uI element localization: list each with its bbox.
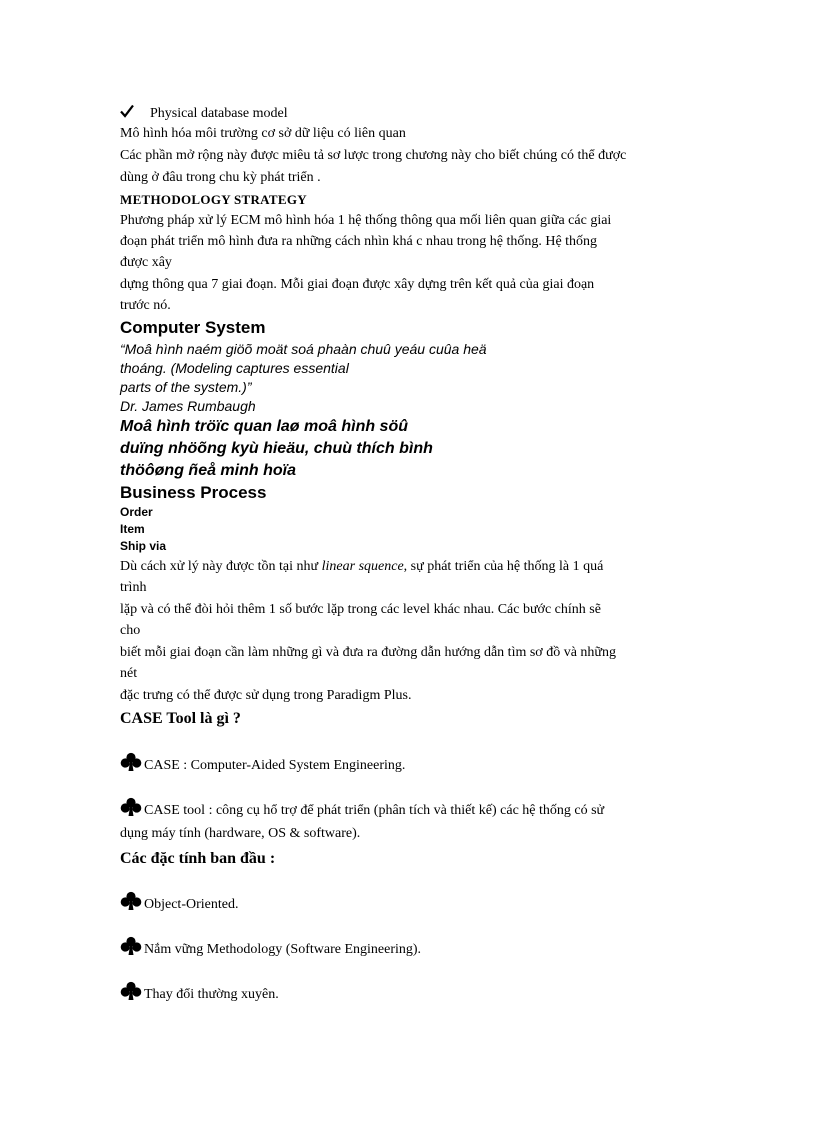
list-item: Item bbox=[120, 522, 145, 536]
quote-line: parts of the system.)” bbox=[120, 379, 252, 395]
paragraph-line: Phương pháp xử lý ECM mô hình hóa 1 hệ thống thông qua mối liên quan giữa các giai bbox=[120, 213, 612, 228]
paragraph-line: Mô hình hóa môi trường cơ sở dữ liệu có liên quan bbox=[120, 126, 406, 141]
bullet-item bbox=[120, 891, 238, 913]
paragraph-line: đặc trưng có thể được sử dụng trong Paradigm Plus. bbox=[120, 688, 412, 703]
section-heading: METHODOLOGY STRATEGY bbox=[120, 192, 307, 207]
checklist-item-text: Physical database model bbox=[150, 106, 288, 121]
paragraph-line: nét bbox=[120, 666, 138, 681]
bullet-item bbox=[120, 936, 421, 958]
text-run: , sự phát triển của hệ thống là 1 quá bbox=[403, 559, 604, 574]
emphasis-line: thöôøng ñeå minh hoïa bbox=[120, 462, 296, 479]
paragraph-line bbox=[120, 559, 603, 575]
paragraph-line: cho bbox=[120, 623, 141, 638]
quote-author: Dr. James Rumbaugh bbox=[120, 398, 256, 414]
checkmark-icon bbox=[120, 104, 134, 118]
bullet-item-text: CASE tool : công cụ hổ trợ để phát triển (phân tích và thiết kế) các hệ thống có sử bbox=[144, 803, 605, 818]
bullet-item bbox=[120, 797, 604, 819]
club-icon bbox=[120, 981, 142, 1001]
paragraph-line: biết mỗi giai đoạn cần làm những gì và đưa ra đường dẫn hướng dẫn tìm sơ đồ và những bbox=[120, 645, 617, 660]
paragraph-line: lặp và có thể đòi hỏi thêm 1 số bước lặp trong các level khác nhau. Các bước chính sẽ bbox=[120, 602, 601, 617]
bullet-item-text: Thay đổi thường xuyên. bbox=[144, 987, 279, 1002]
club-icon bbox=[120, 797, 142, 817]
club-icon bbox=[120, 752, 142, 772]
paragraph-line: dùng ở đâu trong chu kỳ phát triển . bbox=[120, 170, 321, 185]
bullet-item-text: Nắm vững Methodology (Software Engineering). bbox=[144, 942, 422, 957]
paragraph-line: trước nó. bbox=[120, 298, 171, 313]
checklist-item bbox=[120, 104, 288, 122]
paragraph-line: trình bbox=[120, 580, 147, 595]
list-item: Order bbox=[120, 505, 153, 519]
paragraph-line: dụng máy tính (hardware, OS & software). bbox=[120, 826, 361, 841]
paragraph-line: đoạn phát triển mô hình đưa ra những cách nhìn khá c nhau trong hệ thống. Hệ thống bbox=[120, 234, 598, 249]
club-icon bbox=[120, 891, 142, 911]
section-heading: Computer System bbox=[120, 318, 266, 337]
bullet-item bbox=[120, 752, 405, 774]
bullet-item-text: CASE : Computer-Aided System Engineering. bbox=[144, 758, 406, 773]
bullet-item bbox=[120, 981, 279, 1003]
section-heading: Business Process bbox=[120, 483, 267, 502]
bullet-item-text: Object-Oriented. bbox=[144, 897, 239, 912]
quote-line: “Moâ hình naém giöõ moät soá phaàn chuû yeáu cuûa heä bbox=[120, 341, 487, 357]
quote-line: thoáng. (Modeling captures essential bbox=[120, 360, 349, 376]
emphasis-line: Moâ hình tröïc quan laø moâ hình söû bbox=[120, 418, 408, 435]
section-heading: Các đặc tính ban đầu : bbox=[120, 850, 276, 867]
emphasis-line: duïng nhöõng kyù hieäu, chuù thích bình bbox=[120, 440, 433, 457]
text-run: Dù cách xử lý này được tồn tại như bbox=[120, 559, 322, 574]
italic-term: linear squence bbox=[321, 559, 404, 574]
paragraph-line: Các phần mở rộng này được miêu tả sơ lược trong chương này cho biết chúng có thể được bbox=[120, 148, 627, 163]
list-item: Ship via bbox=[120, 539, 167, 553]
section-heading: CASE Tool là gì ? bbox=[120, 710, 241, 727]
club-icon bbox=[120, 936, 142, 956]
paragraph-line: được xây bbox=[120, 255, 172, 270]
paragraph-line: dựng thông qua 7 giai đoạn. Mỗi giai đoạn được xây dựng trên kết quả của giai đoạn bbox=[120, 277, 595, 292]
